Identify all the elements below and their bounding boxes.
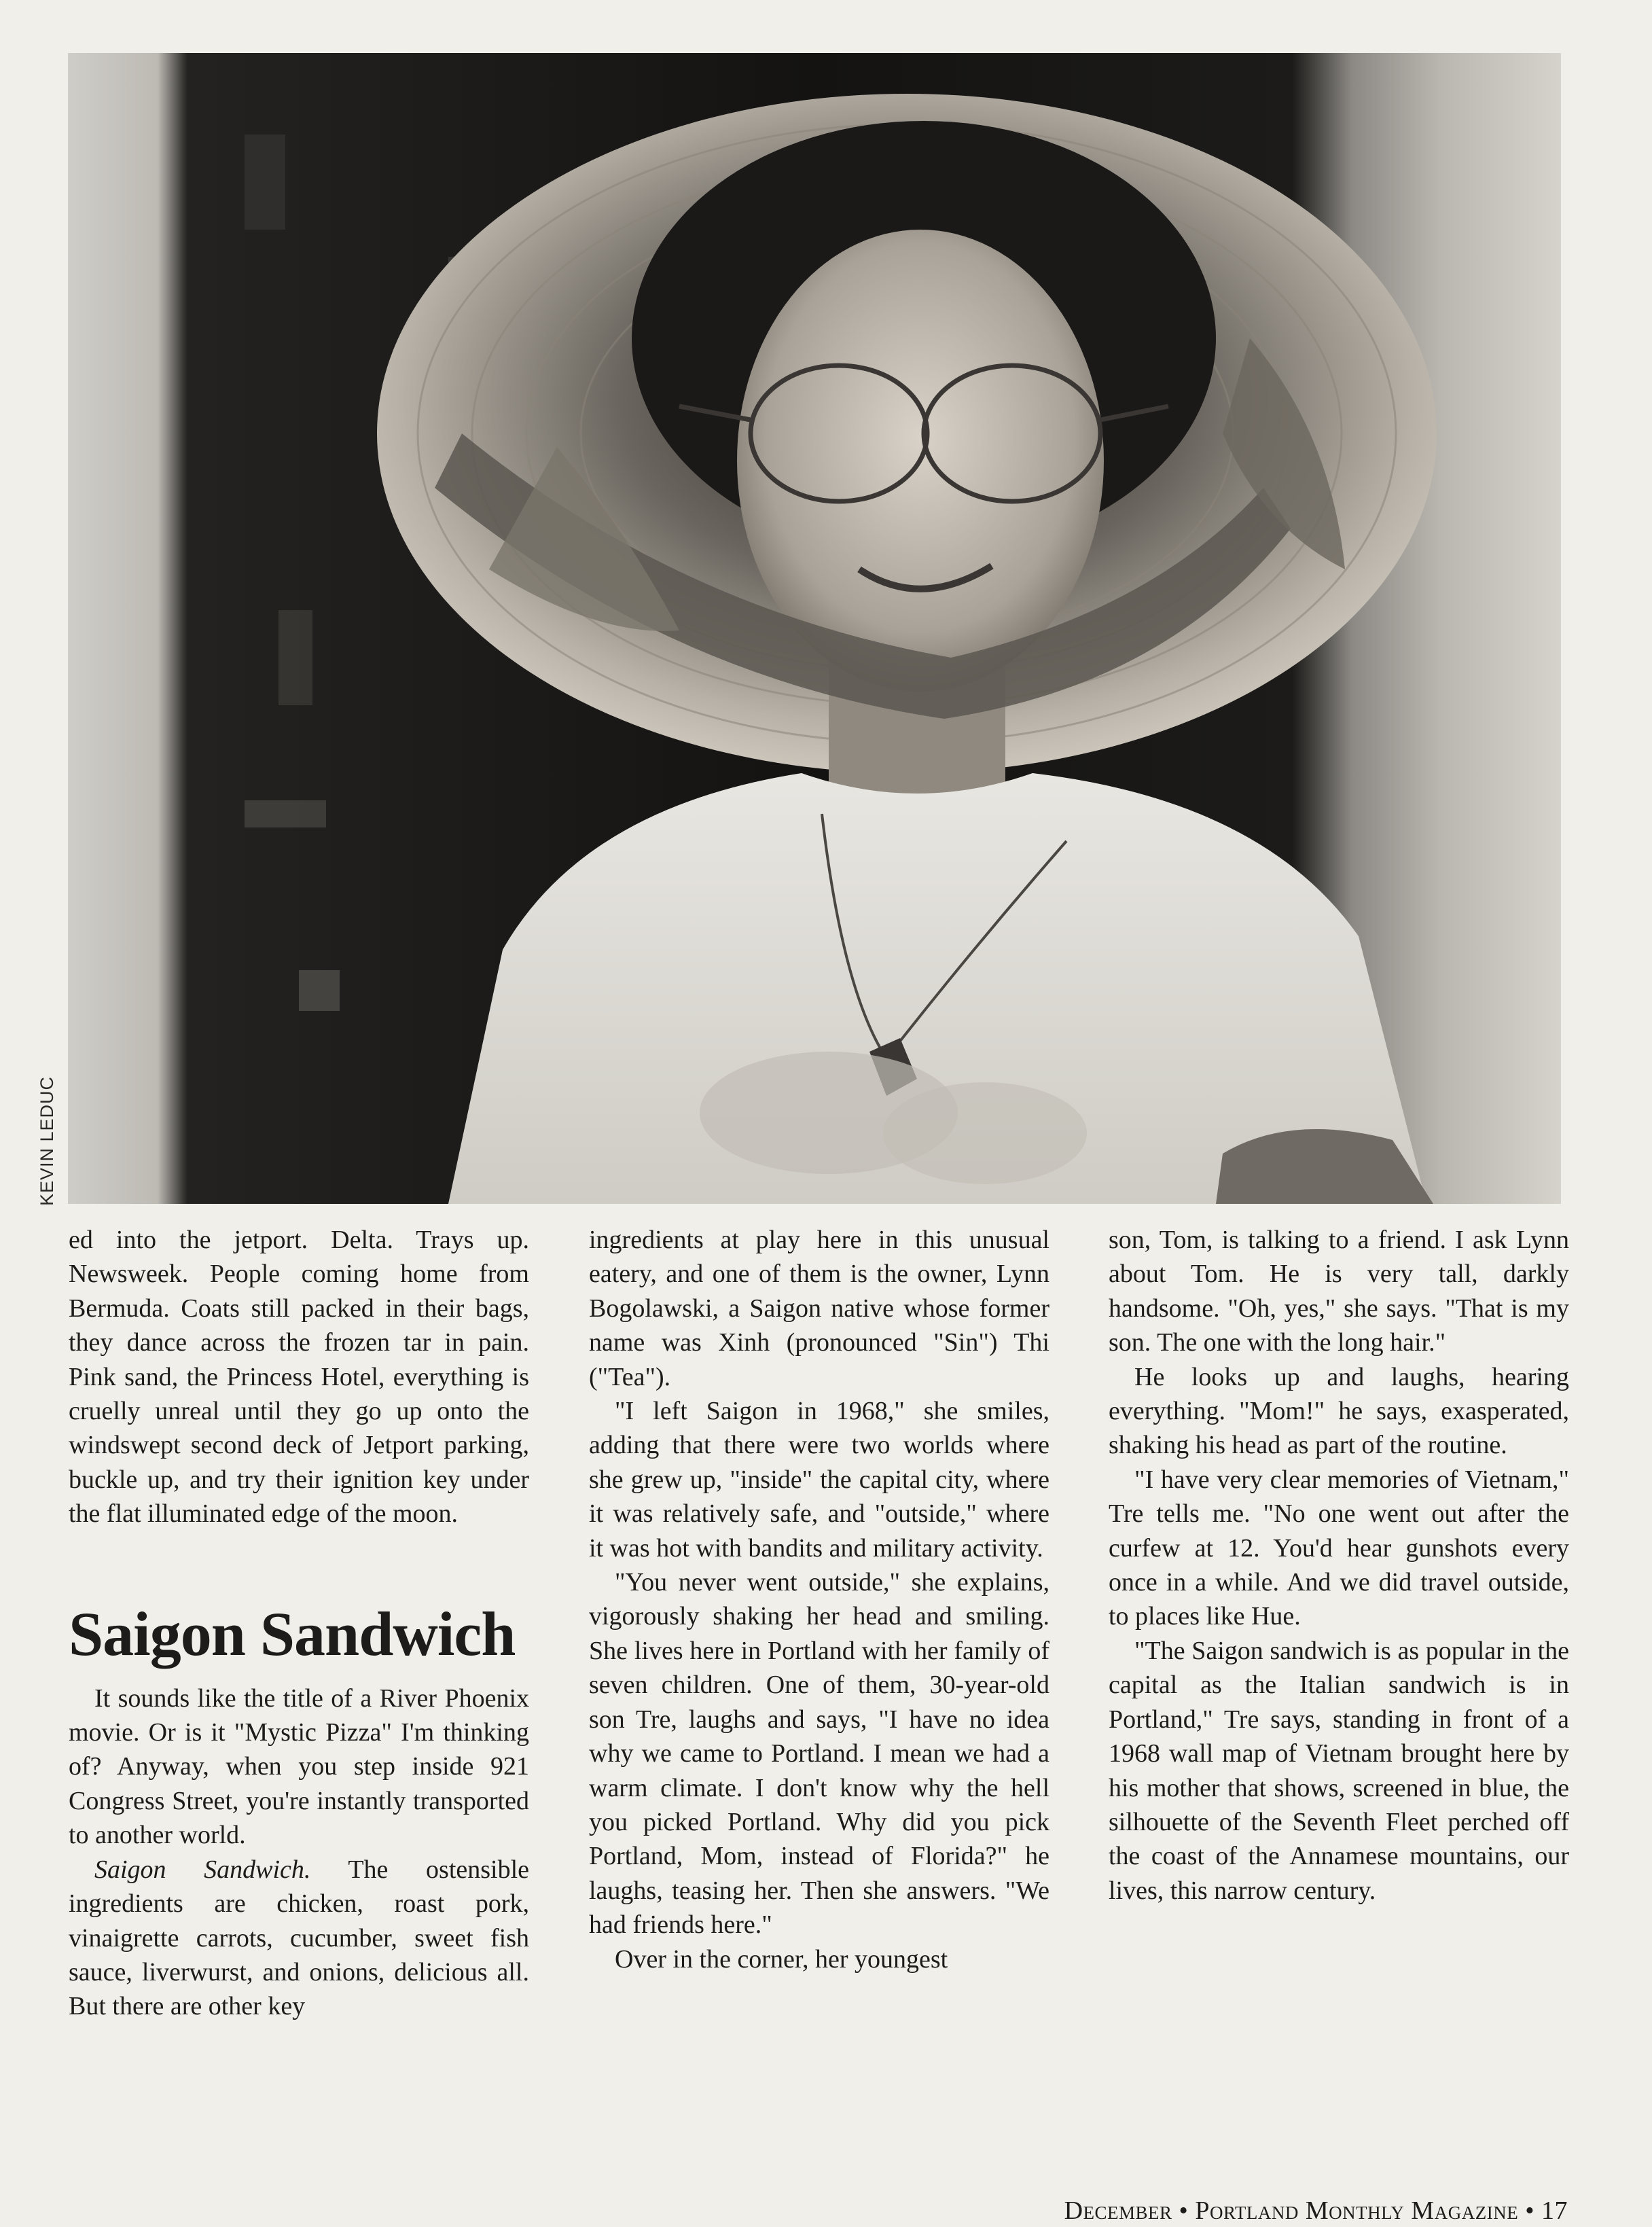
section-heading: Saigon Sandwich bbox=[69, 1599, 516, 1669]
paragraph: He looks up and laughs, hearing everything. "Mom!" he says, exasperated, shaking his head as part of the routine. bbox=[1109, 1362, 1569, 1460]
italic-title: Saigon Sandwich. bbox=[94, 1855, 311, 1884]
paragraph: ed into the jetport. Delta. Trays up. Newsweek. People coming home from Bermuda. Coats still packed in their bags, they dance across the frozen tar in pain. Pink sand, the Princess Hotel, everything is cruelly unreal until they go up onto the windswept second deck of Jetport parking, buckle up, and try their ignition key under the flat illuminated edge of the moon. bbox=[69, 1226, 529, 1529]
photo-credit: KEVIN LEDUC bbox=[37, 1075, 57, 1206]
footer-bullet: • bbox=[1525, 2196, 1534, 2225]
paragraph-text: The ostensible ingredients are chicken, roast pork, vinaigrette carrots, cucumber, sweet fish sauce, liverwurst, and onions, delicious all. But there are other key bbox=[69, 1855, 530, 2021]
paragraph: son, Tom, is talking to a friend. I ask Lynn about Tom. He is very tall, darkly handsome. "Oh, yes," she says. "That is my son. The one with the long hair." bbox=[1109, 1226, 1569, 1357]
paragraph bbox=[69, 1853, 529, 2024]
page-number: 17 bbox=[1541, 2196, 1568, 2225]
text-column-2 bbox=[589, 1223, 1049, 1976]
footer-month: December bbox=[1064, 2196, 1172, 2225]
paragraph: It sounds like the title of a River Phoenix movie. Or is it "Mystic Pizza" I'm thinking of? Anyway, when you step inside 921 Congress Street, you're instantly transported to another world. bbox=[69, 1683, 529, 1850]
page-footer bbox=[1064, 2196, 1568, 2226]
paragraph: "I left Saigon in 1968," she smiles, adding that there were two worlds where she grew up, "inside" the capital city, where it was relatively safe, and "outside," where it was hot with bandits and military activity. bbox=[589, 1397, 1049, 1563]
paragraph: ingredients at play here in this unusual eatery, and one of them is the owner, Lynn Bogolawski, a Saigon native whose former name was Xinh (pronounced "Sin") Thi ("Tea"). bbox=[589, 1226, 1049, 1391]
paragraph: "I have very clear memories of Vietnam," Tre tells me. "No one went out after the curfew at 12. You'd hear gunshots every once in a while. And we did travel outside, to places like Hue. bbox=[1109, 1465, 1569, 1631]
photo-illustration bbox=[68, 53, 1561, 1204]
paragraph: Over in the corner, her youngest bbox=[615, 1944, 948, 1974]
footer-bullet: • bbox=[1179, 2196, 1189, 2225]
paragraph: "The Saigon sandwich is as popular in the capital as the Italian sandwich is in Portland," Tre says, standing in front of a 1968 wall map of Vietnam brought here by his mother that shows, screened in blue, the silhouette of the Seventh Fleet perched off the coast of the Annamese mountains, our lives, this narrow century. bbox=[1109, 1636, 1569, 1905]
footer-magazine-name: Portland Monthly Magazine bbox=[1195, 2196, 1519, 2225]
paragraph: "You never went outside," she explains, vigorously shaking her head and smiling. She lives here in Portland with her family of seven children. One of them, 30-year-old son Tre, laughs and says, "I have no idea why we came to Portland. I mean we had a warm climate. I don't know why the hell you picked Portland. Why did you pick Portland, Mom, instead of Florida?" he laughs, teasing her. Then she answers. "We had friends here." bbox=[589, 1568, 1049, 1940]
text-column-1 bbox=[69, 1223, 529, 2024]
text-column-3 bbox=[1109, 1223, 1569, 1908]
portrait-photo bbox=[68, 53, 1561, 1204]
